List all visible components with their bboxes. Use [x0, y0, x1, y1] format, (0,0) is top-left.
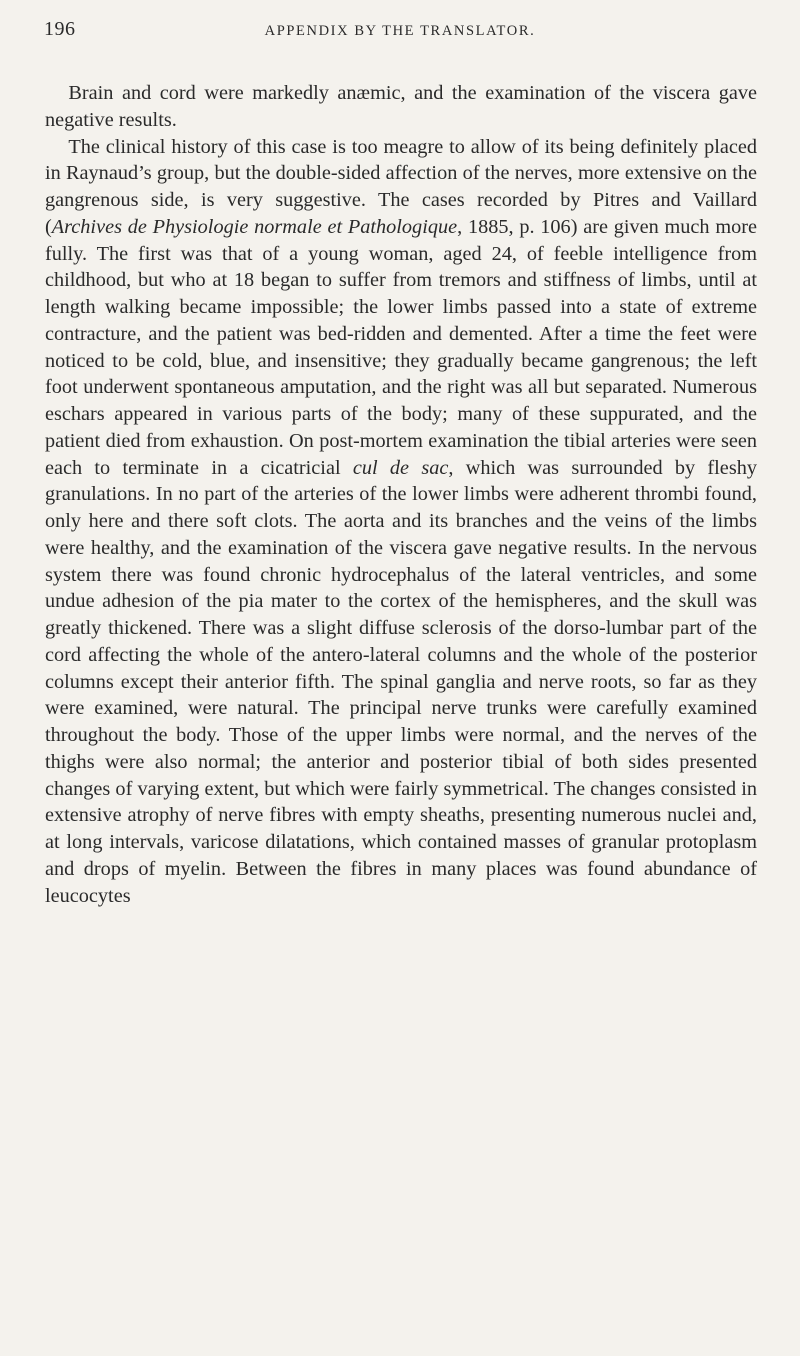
running-head: APPENDIX BY THE TRANSLATOR.: [264, 23, 536, 39]
page-number: 196: [44, 18, 76, 40]
body-text: [45, 80, 757, 909]
term-cul-de-sac: cul de sac: [352, 456, 449, 479]
paragraph-2-text-2: , 1885, p. 106) are given much more fully. The first was that of a young woman, aged 24, of feeble intelligence from childhood, but who at 18 began to suffer from tremors and stiffness of limbs, until at length walking became impossible; the lower limbs passed into a state of extreme contracture, and the patient was bed-ridden and demented. After a time the feet were noticed to be cold, blue, and insensitive; they gradually became gangrenous; the left foot underwent spontaneous amputation, and the right was all but separated. Numerous eschars appeared in various parts of the body; many of these suppurated, and the patient died from exhaustion. On post-mortem examination the tibial arteries were seen each to terminate in a cicatricial: [45, 215, 757, 479]
journal-citation: Archives de Physiologie normale et Pathologique: [51, 215, 458, 238]
paragraph-2-text-3: , which was surrounded by fleshy granulations. In no part of the arteries of the lower limbs were adherent thrombi found, only here and there soft clots. The aorta and its branches and the veins of the limbs were healthy, and the examination of the viscera gave negative results. In the nervous system there was found chronic hydrocephalus of the lateral ventricles, and some undue adhesion of the pia mater to the cortex of the hemispheres, and the skull was greatly thickened. There was a slight diffuse sclerosis of the dorso-lumbar part of the cord affecting the whole of the antero-lateral columns and the whole of the posterior columns except their anterior fifth. The spinal ganglia and nerve roots, so far as they were examined, were natural. The principal nerve trunks were carefully examined throughout the body. Those of the upper limbs were normal, and the nerves of the thighs were also normal; the anterior and posterior tibial of both sides presented changes of varying extent, but which were fairly symmetrical. The changes consisted in extensive atrophy of nerve fibres with empty sheaths, presenting numerous nuclei and, at long intervals, varicose dilatations, which contained masses of granular protoplasm and drops of myelin. Between the fibres in many places was found abundance of leucocytes: [45, 456, 757, 907]
paragraph-2-text-1: The clinical history of this case is too meagre to allow of its being definitely placed in Raynaud’s group, but the double-sided affection of the nerves, more extensive on the gangrenous side, is very suggestive. The cases recorded by Pitres and Vaillard (: [45, 135, 757, 238]
paragraph-1: Brain and cord were markedly anæmic, and the examination of the viscera gave negative results.: [45, 82, 757, 131]
paragraph-2: [45, 134, 757, 910]
